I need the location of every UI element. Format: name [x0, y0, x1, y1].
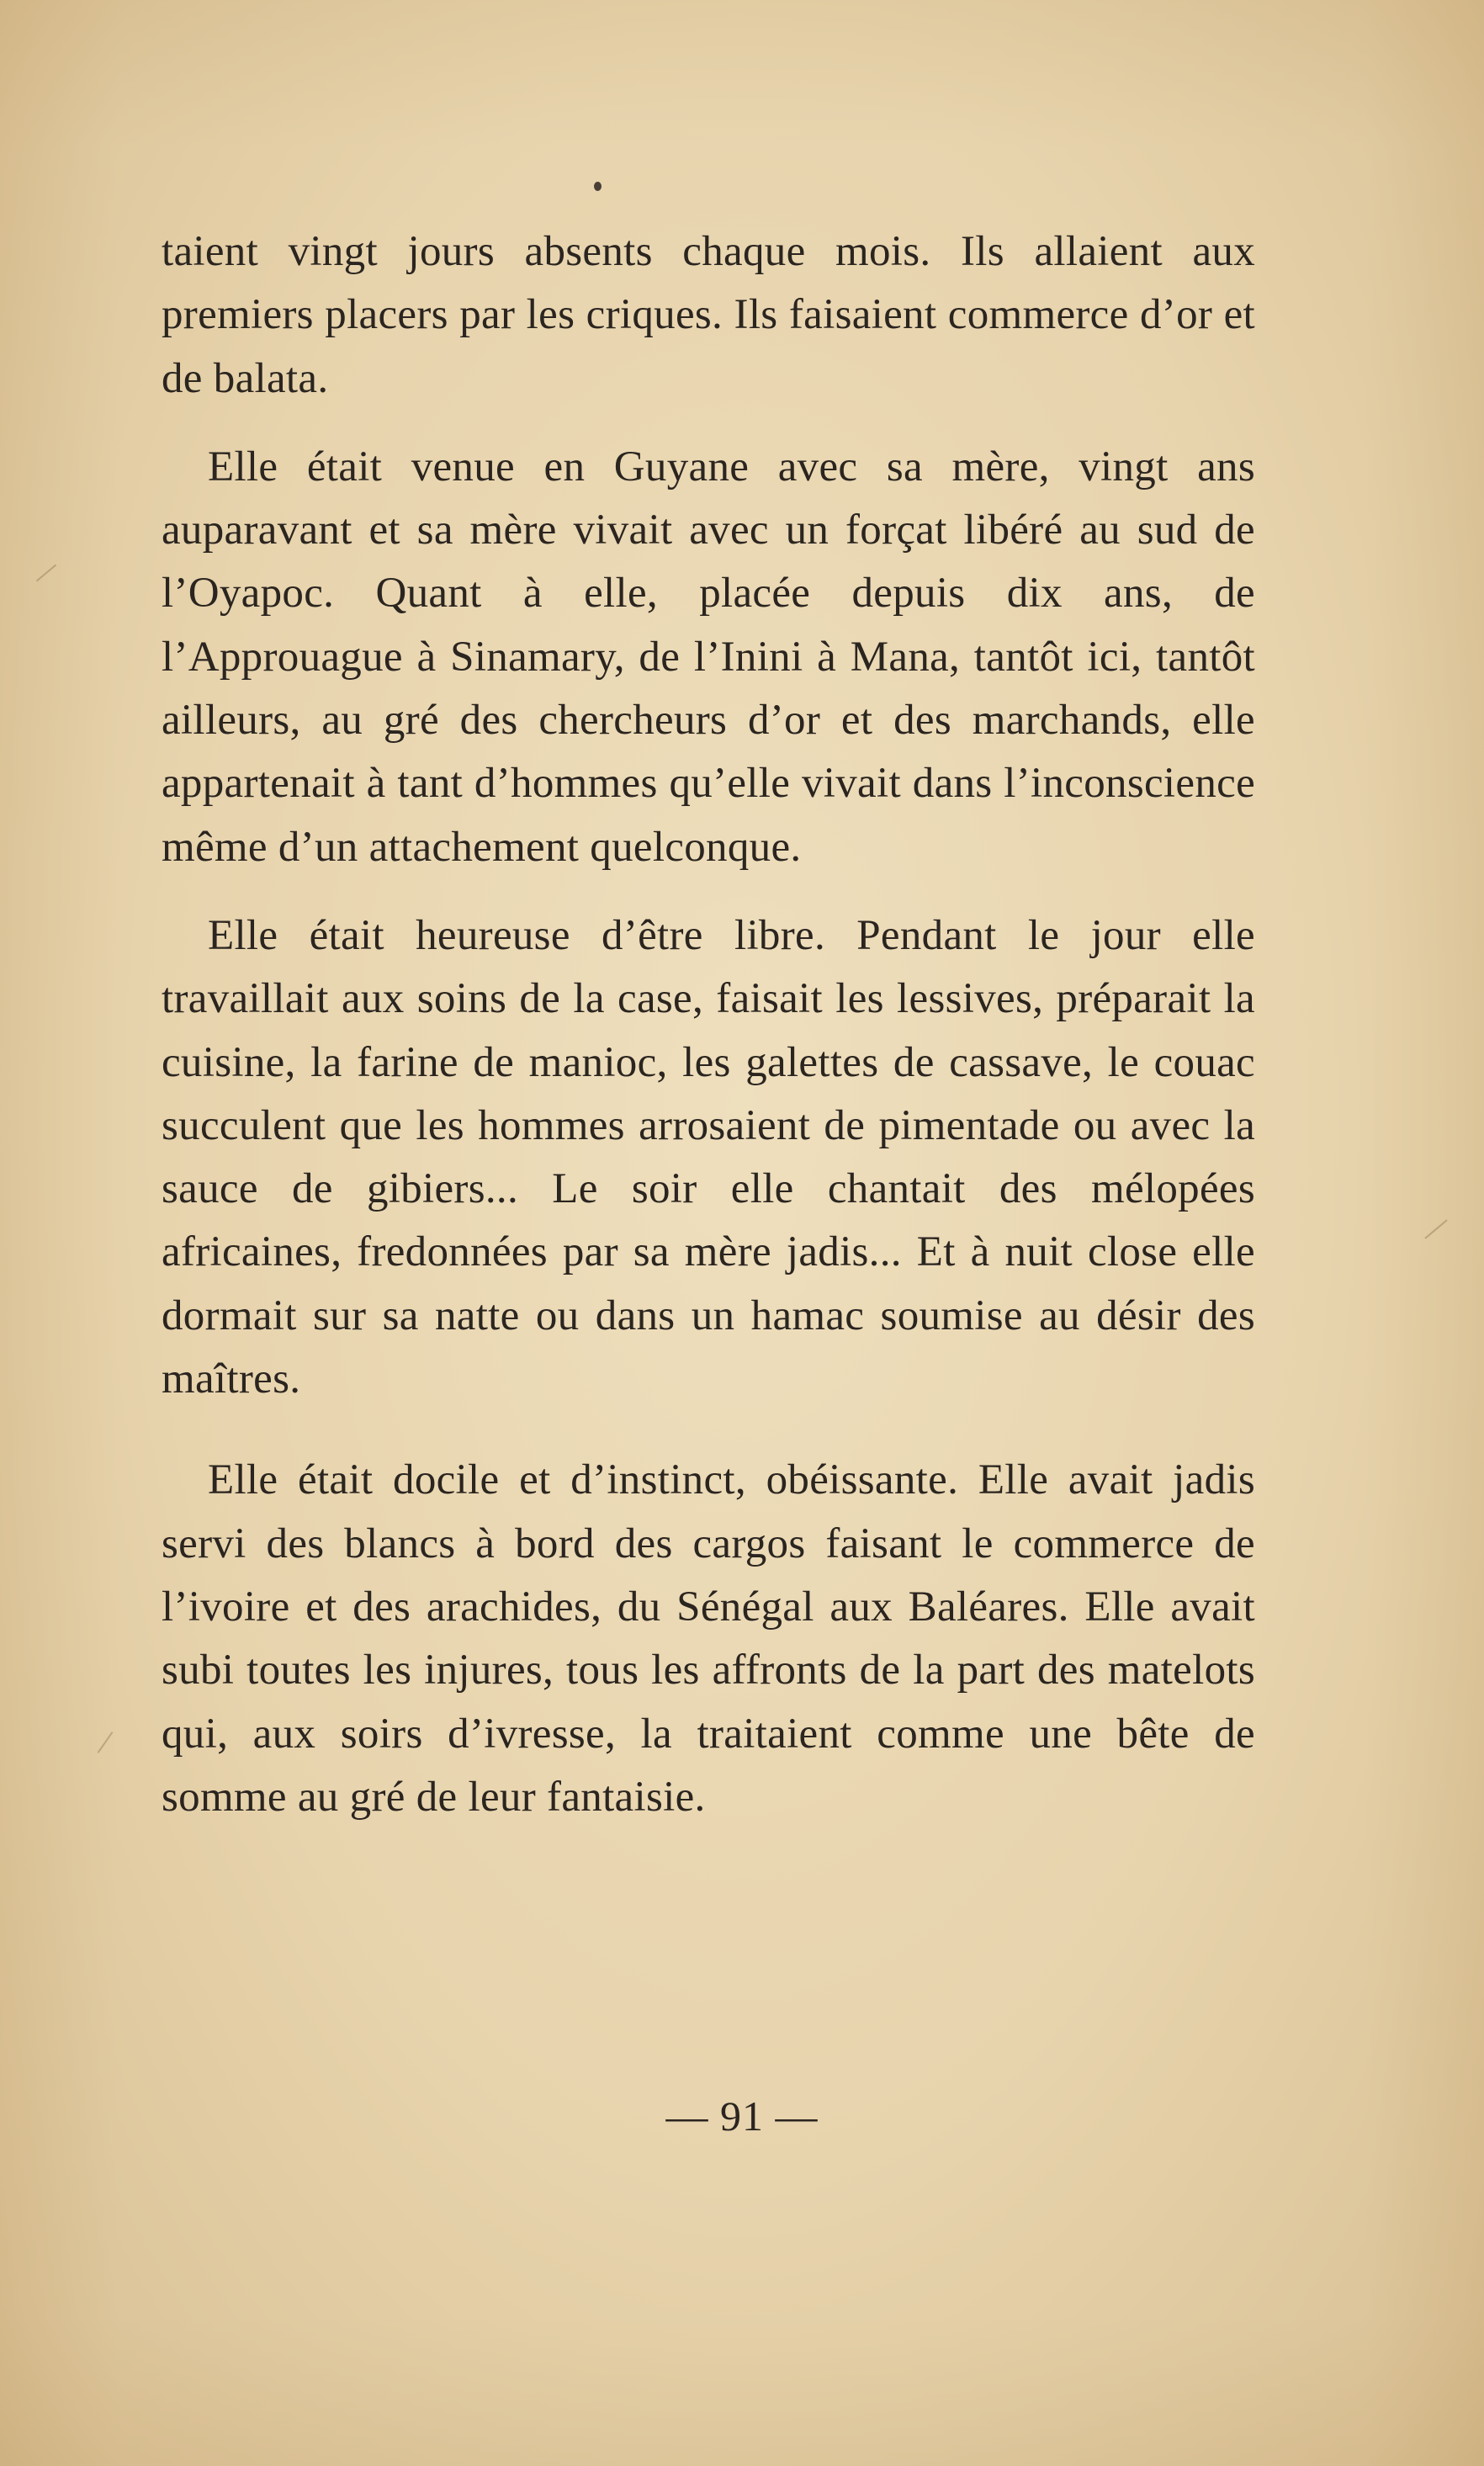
paragraph-2: Elle était venue en Guyane avec sa mère, vingt ans auparavant et sa mère vivait avec un forçat libéré au sud de l’Oyapoc. Quant à elle, placée depuis dix ans, de l’Approuague à Sinamary, de l’Inini à Mana, tantôt ici, tantôt ailleurs, au gré des chercheurs d’or et des marchands, elle appartenait à tant d’hommes qu’elle vivait dans l’inconscience même d’un attachement quelconque.: [162, 443, 1255, 871]
page-number: — 91 —: [665, 2092, 819, 2140]
body-text: [162, 220, 1255, 1829]
paragraph-4: Elle était docile et d’instinct, obéissante. Elle avait jadis servi des blancs à bord des cargos faisant le commerce de l’ivoire et des arachides, du Sénégal aux Baléares. Elle avait subi toutes les injures, tous les affronts de la part des matelots qui, aux soirs d’ivresse, la traitaient comme une bête de somme au gré de leur fantaisie.: [162, 1456, 1255, 1821]
paragraph-3: Elle était heureuse d’être libre. Pendant le jour elle travaillait aux soins de la case, faisait les lessives, préparait la cuisine, la farine de manioc, les galettes de cassave, le couac succulent que les hommes arrosaient de pimentade ou avec la sauce de gibiers... Le soir elle chantait des mélopées africaines, fredonnées par sa mère jadis... Et à nuit close elle dormait sur sa natte ou dans un hamac soumise au désir des maîtres.: [162, 911, 1255, 1403]
paragraph-1: taient vingt jours absents chaque mois. Ils allaient aux premiers placers par les criques. Ils faisaient commerce d’or et de balata.: [162, 228, 1255, 402]
paper-mark: [36, 565, 56, 582]
paper-mark: [98, 1732, 114, 1753]
ink-dot: [594, 182, 602, 191]
paper-mark: [1424, 1219, 1447, 1238]
